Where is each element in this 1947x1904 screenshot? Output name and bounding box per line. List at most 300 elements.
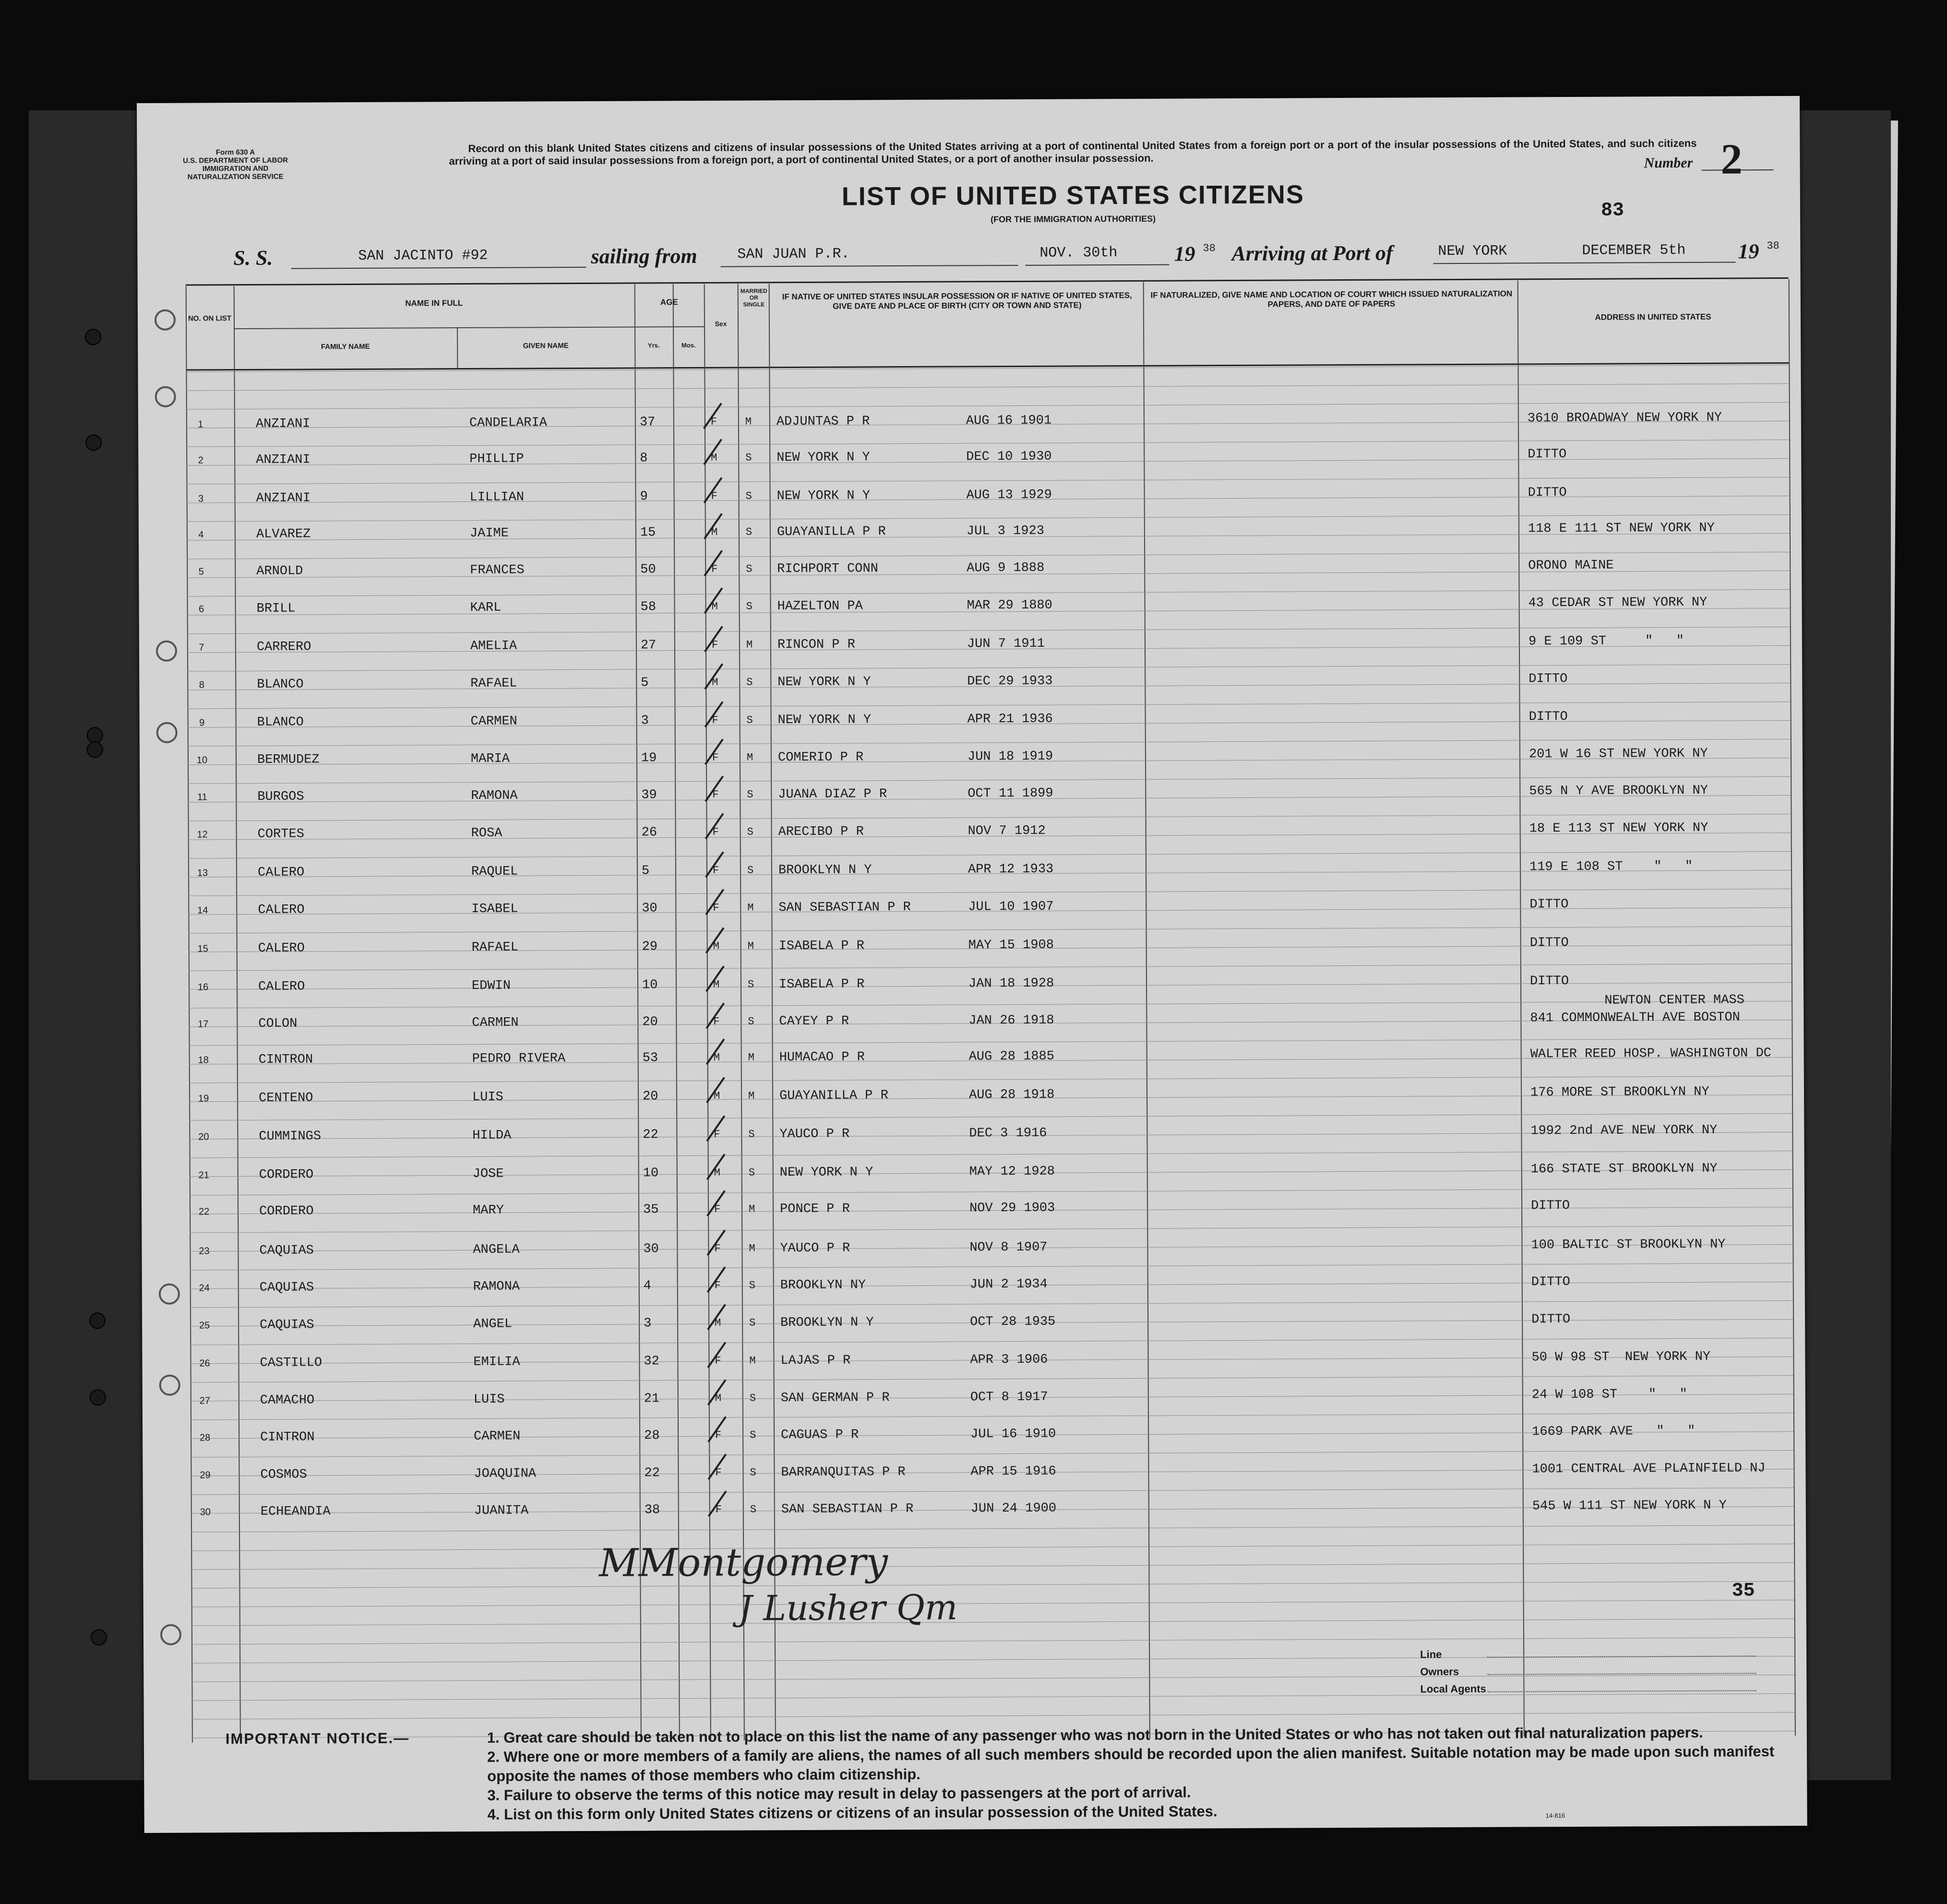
address: 1669 PARK AVE " "	[1532, 1424, 1696, 1440]
given-name: HILDA	[472, 1128, 512, 1143]
field-underline	[1433, 262, 1735, 264]
family-name: ECHEANDIA	[260, 1504, 331, 1519]
age-years: 22	[644, 1466, 660, 1481]
marital-status: S	[750, 1503, 757, 1516]
marital-status: M	[749, 1355, 756, 1367]
row-number: 21	[198, 1170, 209, 1181]
birth-place: HUMACAO P R	[779, 1050, 865, 1065]
given-name: KARL	[470, 600, 502, 615]
manifest-page	[137, 96, 1807, 1833]
year-prefix: 19	[1174, 242, 1195, 266]
arrival-date: DECEMBER 5th	[1582, 242, 1686, 259]
marital-status: M	[746, 751, 753, 764]
ruled-line	[186, 440, 1789, 447]
family-name: CORDERO	[259, 1204, 314, 1219]
address: 24 W 108 ST " "	[1531, 1387, 1687, 1403]
sex: M	[713, 940, 719, 952]
family-name: CAQUIAS	[259, 1243, 314, 1258]
family-name: BLANCO	[257, 677, 304, 692]
birth-place: SAN SEBASTIAN P R	[778, 900, 911, 916]
sail-date: NOV. 30th	[1039, 245, 1118, 262]
given-name: CARMEN	[474, 1429, 521, 1444]
birth-place: ISABELA P R	[778, 977, 865, 992]
marital-status: S	[745, 526, 753, 538]
punch-hole	[89, 1312, 106, 1329]
punch-hole	[91, 1629, 107, 1645]
sex: M	[715, 1317, 721, 1329]
birth-date: JUL 16 1910	[970, 1427, 1056, 1442]
family-name: ALVAREZ	[256, 527, 311, 542]
form-identifier	[175, 148, 295, 181]
family-name: CUMMINGS	[259, 1129, 322, 1144]
year-prefix: 19	[1738, 239, 1759, 263]
birth-place: ISABELA P R	[778, 939, 864, 954]
marital-status: S	[748, 1128, 755, 1141]
form-id-line: NATURALIZATION SERVICE	[187, 172, 284, 181]
marital-status: S	[746, 676, 753, 689]
header-months: Mos.	[681, 341, 696, 349]
family-name: BURGOS	[257, 789, 304, 804]
header-given-name: GIVEN NAME	[523, 342, 569, 350]
row-number: 27	[199, 1395, 210, 1406]
ruled-line	[188, 851, 1791, 859]
field-underline	[1487, 1655, 1756, 1657]
address: 565 N Y AVE BROOKLYN NY	[1529, 783, 1708, 799]
birth-date: JUN 18 1919	[967, 749, 1053, 764]
page-subtitle: (FOR THE IMMIGRATION AUTHORITIES)	[991, 214, 1156, 225]
sex: F	[710, 416, 717, 428]
owners-label: Owners	[1420, 1666, 1459, 1678]
sex: F	[712, 714, 718, 726]
preamble-text: Record on this blank United States citizens and citizens of insular possessions of the United States arriving at a port of continental United States from a foreign port or a port of the insular possessions of the United States, and such citizens arriving at a port of said insular possessions from a foreign port, a port of continental United States, or a port of another insular possession.	[449, 137, 1697, 167]
given-name: CARMEN	[472, 1015, 519, 1030]
header-sex: Sex	[715, 320, 727, 328]
row-number: 2	[198, 455, 203, 466]
list-number: 2	[1720, 135, 1743, 183]
given-name: ISABEL	[471, 902, 518, 916]
ruled-line	[190, 1338, 1793, 1345]
address: 118 E 111 ST NEW YORK NY	[1528, 521, 1715, 536]
sailing-label: sailing from	[591, 244, 697, 268]
ship-details	[233, 239, 1780, 274]
ruled-line	[191, 1375, 1793, 1383]
ruled-line	[190, 1151, 1792, 1158]
ruled-line	[188, 814, 1791, 821]
marital-status: S	[747, 864, 754, 877]
row-number: 10	[196, 755, 208, 766]
birth-place: GUAYANILLA P R	[776, 524, 886, 540]
age-years: 19	[641, 751, 657, 766]
given-name: JOAQUINA	[474, 1466, 537, 1481]
signature-officer: J Lusher Qm	[738, 1587, 958, 1629]
family-name: CORTES	[257, 827, 304, 842]
family-name: ARNOLD	[256, 564, 303, 579]
arriving-label: Arriving at Port of	[1231, 241, 1393, 266]
birth-date: OCT 8 1917	[970, 1390, 1048, 1405]
marital-status: S	[746, 600, 753, 613]
age-years: 5	[641, 864, 650, 879]
notice-lead: IMPORTANT NOTICE.—	[225, 1729, 410, 1748]
local-agents-label: Local Agents	[1420, 1682, 1486, 1695]
family-name: BRILL	[256, 601, 296, 616]
family-name: ANZIANI	[256, 491, 311, 506]
table-top-rule	[186, 277, 1789, 286]
age-years: 9	[640, 489, 648, 504]
sex: M	[711, 600, 718, 613]
birth-place: YAUCO P R	[779, 1127, 850, 1142]
ruled-line	[187, 514, 1790, 522]
header-age: AGE	[660, 298, 678, 307]
row-number: 20	[198, 1131, 209, 1142]
arrival-port: NEW YORK	[1438, 243, 1507, 260]
age-years: 50	[640, 562, 656, 577]
column-divider	[1789, 279, 1796, 1736]
birth-date: OCT 11 1899	[968, 786, 1053, 801]
address: DITTO	[1529, 897, 1569, 912]
birth-place: SAN SEBASTIAN P R	[781, 1501, 914, 1517]
birth-date: JUL 10 1907	[968, 899, 1054, 915]
age-subrule	[634, 326, 704, 328]
local-agents-field	[1420, 1683, 1486, 1696]
row-number: 28	[199, 1432, 211, 1443]
given-name: CANDELARIA	[469, 416, 548, 430]
sex: M	[711, 526, 718, 538]
ruled-line	[190, 1300, 1793, 1308]
birth-date: DEC 10 1930	[966, 449, 1052, 464]
age-years: 20	[642, 1015, 658, 1030]
birth-place: HAZELTON PA	[777, 599, 863, 614]
field-underline	[291, 267, 586, 269]
birth-place: NEW YORK N Y	[776, 488, 871, 504]
family-name: ANZIANI	[255, 416, 311, 431]
ruled-line	[192, 1693, 1795, 1701]
sex: F	[711, 639, 718, 651]
age-years: 4	[643, 1279, 652, 1294]
ruled-line	[191, 1544, 1794, 1551]
header-name-in-full: NAME IN FULL	[405, 298, 463, 308]
marital-status: S	[749, 1317, 756, 1329]
row-number: 16	[197, 982, 209, 993]
punch-hole	[87, 727, 103, 743]
address: 841 COMMONWEALTH AVE BOSTON	[1530, 1010, 1740, 1026]
birth-date: NOV 8 1907	[969, 1240, 1048, 1255]
sex: M	[713, 1090, 720, 1102]
family-name: COLON	[258, 1016, 298, 1031]
age-years: 32	[644, 1354, 659, 1369]
notice-item-2: 2. Where one or more members of a family are aliens, the names of all such members should be recorded upon the alien manifest. Suitable notation may be made upon such manifest opposite the names of those members who claim citizenship.	[487, 1743, 1775, 1785]
address: DITTO	[1529, 974, 1569, 989]
ruled-line	[190, 1188, 1792, 1196]
birth-place: YAUCO P R	[780, 1241, 850, 1256]
ruled-line	[191, 1488, 1794, 1495]
age-years: 26	[641, 825, 657, 840]
sex: M	[713, 1051, 720, 1064]
punch-hole	[87, 741, 103, 758]
field-underline	[1025, 264, 1169, 266]
sex: F	[712, 751, 719, 764]
age-years: 30	[642, 901, 657, 916]
given-name: ANGEL	[473, 1317, 513, 1332]
given-name: LILLIAN	[469, 490, 525, 505]
sex: F	[714, 1279, 721, 1292]
age-years: 37	[639, 415, 656, 430]
age-years: 53	[642, 1051, 658, 1066]
ss-label: S. S.	[233, 246, 273, 270]
ruled-line	[191, 1525, 1794, 1533]
age-years: 10	[643, 1166, 659, 1181]
row-number: 6	[198, 604, 204, 615]
ruled-line	[191, 1618, 1794, 1626]
birth-date: APR 3 1906	[970, 1352, 1048, 1368]
address: 176 MORE ST BROOKLYN NY	[1530, 1084, 1709, 1100]
birth-place: NEW YORK N Y	[776, 450, 870, 465]
row-number: 3	[198, 493, 204, 504]
form-id-line: IMMIGRATION AND	[202, 164, 269, 173]
birth-date: DEC 3 1916	[969, 1126, 1047, 1141]
birth-place: PONCE P R	[780, 1202, 850, 1217]
row-number: 5	[198, 566, 204, 577]
birth-place: CAYEY P R	[779, 1014, 849, 1029]
marital-status: S	[746, 563, 753, 575]
address: DITTO	[1531, 1274, 1570, 1290]
sex: F	[714, 1128, 720, 1141]
address: 3610 BROADWAY NEW YORK NY	[1527, 410, 1722, 426]
marital-status: M	[747, 902, 754, 914]
address: DITTO	[1529, 672, 1568, 687]
age-years: 39	[641, 788, 657, 803]
birth-date: JUL 3 1923	[966, 524, 1045, 539]
address: DITTO	[1528, 486, 1567, 500]
age-years: 28	[644, 1428, 660, 1443]
birth-date: AUG 16 1901	[966, 413, 1052, 428]
row-number: 12	[197, 829, 208, 840]
birth-date: APR 12 1933	[968, 862, 1054, 877]
address-note: NEWTON CENTER MASS	[1604, 993, 1744, 1008]
family-name: CAQUIAS	[259, 1280, 314, 1295]
punch-hole	[85, 329, 101, 345]
age-years: 29	[642, 940, 658, 954]
family-name: CALERO	[258, 941, 305, 956]
sex: F	[714, 1242, 721, 1255]
given-name: JAIME	[469, 526, 509, 541]
row-number: 30	[200, 1507, 211, 1518]
birth-date: MAR 29 1880	[967, 598, 1052, 613]
row-number: 17	[198, 1019, 209, 1030]
sex: F	[715, 1355, 721, 1367]
address: 100 BALTIC ST BROOKLYN NY	[1531, 1237, 1726, 1253]
punch-hole	[159, 1375, 180, 1396]
row-number: 11	[197, 792, 207, 803]
given-name: RAQUEL	[471, 864, 518, 879]
row-number: 14	[197, 905, 208, 916]
row-number: 19	[198, 1093, 209, 1104]
page-title: LIST OF UNITED STATES CITIZENS	[841, 180, 1304, 211]
header-years: Yrs.	[647, 342, 660, 349]
punch-hole	[155, 309, 176, 331]
punch-hole	[159, 1284, 180, 1305]
birth-place: ARECIBO P R	[778, 824, 864, 840]
birth-date: DEC 29 1933	[967, 674, 1053, 689]
row-number: 8	[199, 679, 204, 690]
punch-hole	[85, 434, 102, 451]
birth-place: JUANA DIAZ P R	[778, 787, 887, 802]
number-label: Number	[1644, 155, 1693, 171]
marital-status: S	[746, 714, 753, 726]
age-years: 35	[643, 1202, 659, 1217]
ruled-line	[186, 383, 1789, 391]
birth-date: JAN 26 1918	[968, 1013, 1054, 1028]
family-name: BLANCO	[257, 715, 304, 730]
marital-status: S	[748, 1015, 754, 1028]
form-id-line: U.S. DEPARTMENT OF LABOR	[183, 156, 288, 165]
birth-place: SAN GERMAN P R	[780, 1391, 890, 1406]
given-name: LUIS	[472, 1090, 503, 1105]
age-years: 8	[640, 451, 648, 466]
birth-date: OCT 28 1935	[970, 1314, 1056, 1330]
family-name: CINTRON	[258, 1052, 313, 1067]
address: 119 E 108 ST " "	[1529, 859, 1693, 875]
sex: F	[713, 1015, 720, 1028]
sex: F	[711, 563, 718, 575]
birth-place: ADJUNTAS P R	[776, 414, 870, 429]
birth-place: LAJAS P R	[780, 1353, 851, 1368]
field-underline	[720, 265, 1018, 267]
line-label: Line	[1420, 1648, 1442, 1661]
address: 201 W 16 ST NEW YORK NY	[1529, 746, 1708, 762]
birth-place: COMERIO P R	[777, 750, 864, 765]
address: 18 E 113 ST NEW YORK NY	[1529, 821, 1708, 836]
sex: F	[715, 1429, 722, 1441]
address: DITTO	[1530, 1198, 1570, 1214]
row-number: 13	[197, 868, 208, 879]
sex: M	[715, 1392, 722, 1404]
signature-montgomery: MMontgomery	[599, 1539, 888, 1585]
address: 9 E 109 ST " "	[1528, 633, 1684, 649]
birth-place: GUAYANILLA P R	[779, 1088, 888, 1104]
ruled-line	[191, 1600, 1794, 1607]
age-years: 10	[642, 978, 658, 993]
header-birth: IF NATIVE OF UNITED STATES INSULAR POSSESSION OR IF NATIVE OF UNITED STATES, GIVE DATE AND PLACE OF BIRTH (CITY OR TOWN AND STATE)	[782, 290, 1132, 311]
birth-date: MAY 15 1908	[968, 938, 1054, 953]
marital-status: M	[746, 639, 753, 651]
age-years: 21	[644, 1392, 660, 1406]
ruled-line	[188, 889, 1791, 896]
given-name: RAMONA	[473, 1279, 520, 1294]
sex: F	[712, 826, 719, 838]
birth-date: AUG 28 1885	[968, 1049, 1054, 1064]
birth-place: CAGUAS P R	[781, 1428, 859, 1443]
ruled-line	[187, 664, 1790, 672]
row-number: 18	[198, 1055, 209, 1066]
given-name: MARY	[473, 1203, 504, 1218]
marital-status: S	[750, 1466, 756, 1479]
sex: F	[711, 490, 717, 502]
row-number: 26	[199, 1358, 210, 1369]
given-name: MARIA	[470, 751, 510, 766]
row-number: 23	[199, 1246, 210, 1257]
birth-date: MAY 12 1928	[969, 1164, 1055, 1179]
header-address: ADDRESS IN UNITED STATES	[1595, 312, 1711, 322]
ruled-line	[188, 739, 1791, 747]
marital-status: S	[750, 1429, 756, 1441]
given-name: FRANCES	[470, 563, 525, 578]
given-name: EDWIN	[471, 978, 511, 993]
ruled-line	[192, 1712, 1795, 1720]
row-number: 7	[199, 642, 204, 653]
family-name: CALERO	[257, 865, 305, 880]
ruled-line	[188, 776, 1791, 784]
row-number: 22	[198, 1206, 210, 1217]
table-header-rule	[186, 362, 1789, 371]
column-divider	[1143, 282, 1150, 1738]
owners-field	[1420, 1666, 1459, 1678]
sex: M	[714, 1166, 720, 1179]
ruled-line	[191, 1581, 1794, 1589]
age-years: 3	[641, 714, 649, 728]
header-naturalized: IF NATURALIZED, GIVE NAME AND LOCATION OF COURT WHICH ISSUED NATURALIZATION PAPERS, AND DATE OF PAPERS	[1150, 289, 1513, 309]
marital-status: S	[745, 452, 752, 464]
ruled-line	[191, 1637, 1794, 1645]
ruled-line	[189, 1001, 1792, 1009]
ruled-line	[186, 402, 1789, 410]
marital-status: S	[748, 1166, 755, 1179]
address: DITTO	[1529, 710, 1568, 725]
family-name: CAMACHO	[260, 1393, 315, 1408]
age-years: 15	[640, 525, 656, 540]
ship-name: SAN JACINTO #92	[358, 247, 488, 264]
row-number: 24	[199, 1283, 210, 1294]
birth-date: JUN 7 1911	[967, 636, 1045, 652]
column-divider	[234, 286, 241, 1742]
address: 43 CEDAR ST NEW YORK NY	[1528, 595, 1708, 611]
birth-place: BROOKLYN NY	[780, 1278, 866, 1293]
birth-place: NEW YORK N Y	[779, 1165, 873, 1180]
ruled-line	[186, 477, 1789, 485]
marital-status: S	[747, 978, 754, 991]
birth-place: BROOKLYN N Y	[780, 1315, 874, 1331]
sailing-from: SAN JUAN P.R.	[737, 246, 850, 263]
given-name: RAMONA	[471, 788, 518, 803]
page-count: 35	[1732, 1580, 1755, 1602]
marital-status: S	[749, 1279, 756, 1292]
given-name: CARMEN	[470, 714, 517, 729]
notice-item-3: 3. Failure to observe the terms of this notice may result in delay to passengers at the port of arrival.	[487, 1784, 1191, 1804]
family-name: BERMUDEZ	[257, 752, 320, 767]
given-name: PHILLIP	[469, 452, 524, 466]
ruled-line	[187, 627, 1790, 634]
family-name: CALERO	[258, 979, 305, 994]
address: 50 W 98 ST NEW YORK NY	[1531, 1349, 1711, 1365]
age-years: 27	[640, 638, 657, 653]
ruled-line	[191, 1450, 1793, 1458]
punch-hole	[155, 386, 176, 407]
address: DITTO	[1529, 935, 1569, 951]
sex: M	[711, 452, 717, 464]
column-divider	[673, 284, 680, 1740]
sex: M	[713, 978, 720, 991]
birth-date: NOV 7 1912	[968, 823, 1046, 839]
row-number: 9	[199, 717, 205, 728]
age-years: 38	[644, 1503, 660, 1518]
given-name: RAFAEL	[471, 940, 518, 955]
ruled-line	[189, 1038, 1792, 1046]
ruled-line	[188, 702, 1791, 709]
name-subrule	[234, 326, 634, 329]
family-name: CALERO	[258, 903, 305, 917]
birth-date: APR 21 1936	[967, 712, 1053, 727]
row-number: 29	[200, 1470, 211, 1481]
punch-hole	[90, 1389, 106, 1405]
